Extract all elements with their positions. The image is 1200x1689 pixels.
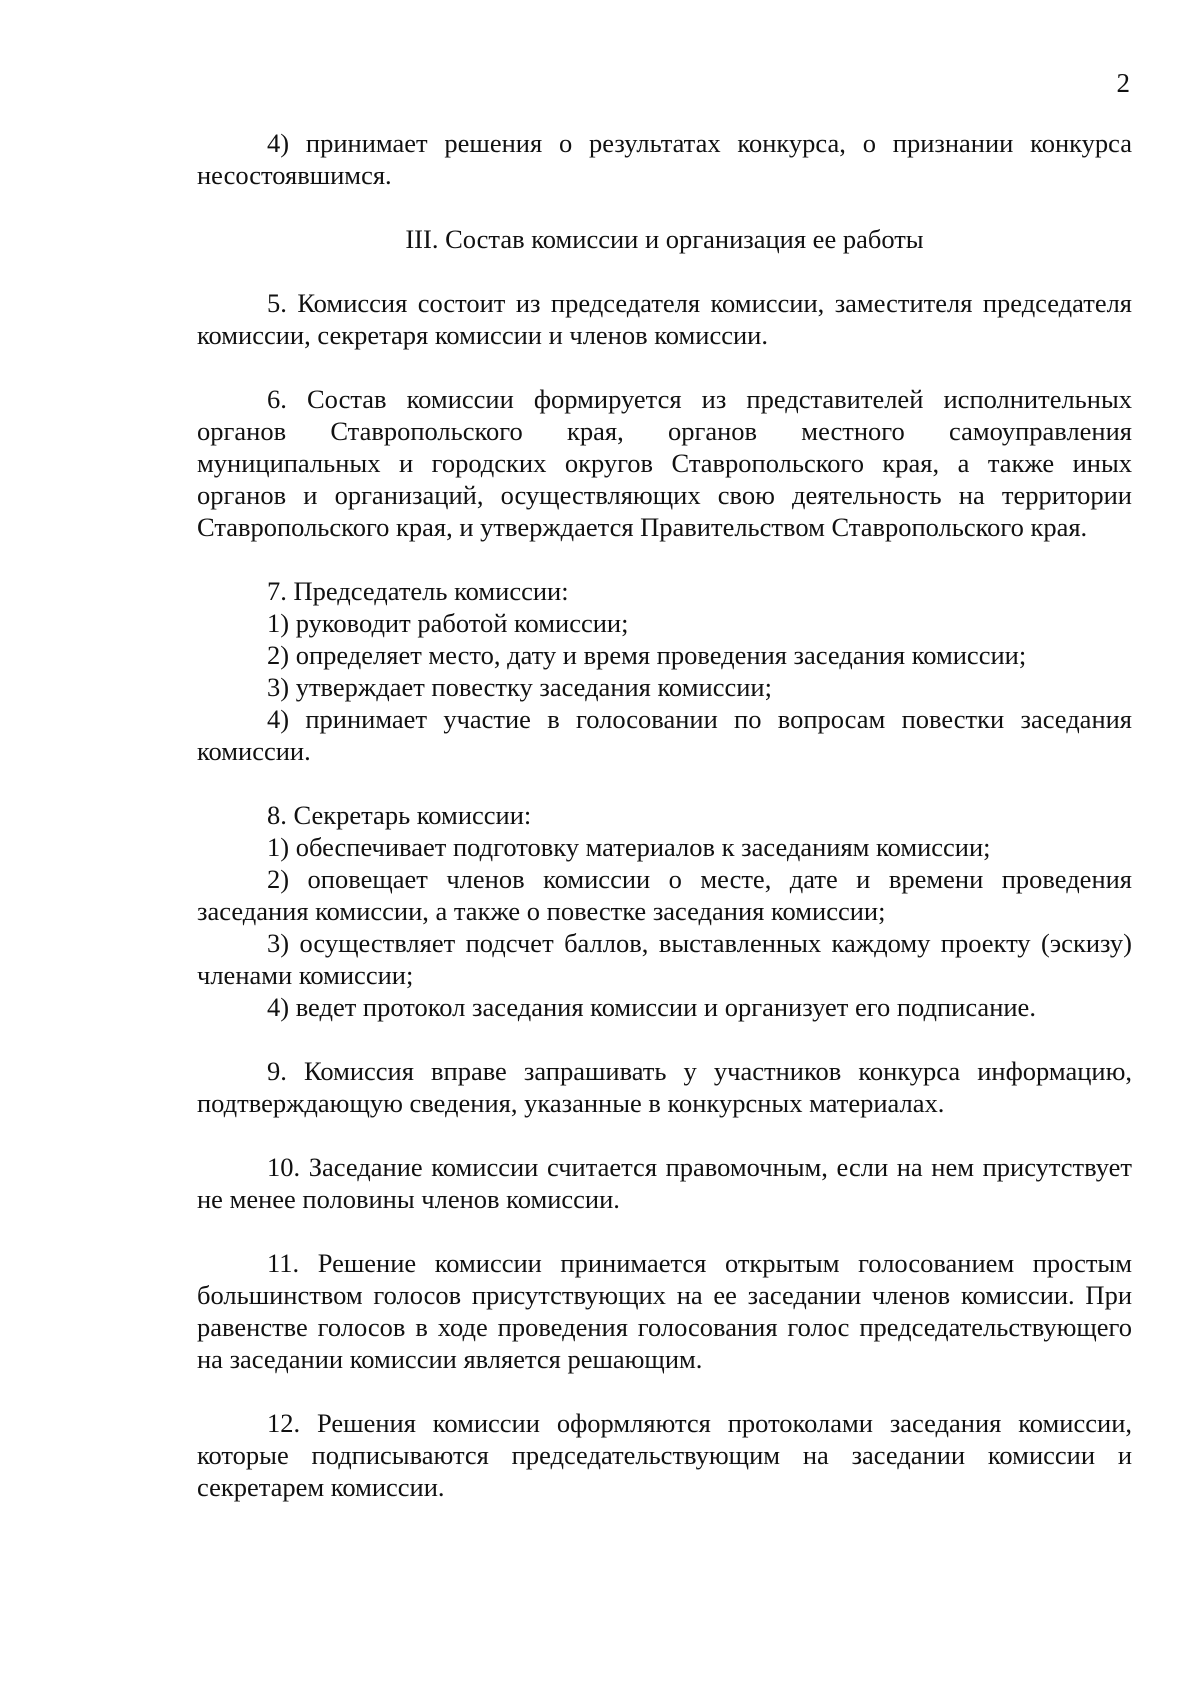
paragraph-7-item-2: 2) определяет место, дату и время проведения заседания комиссии; (267, 640, 1027, 670)
paragraph-7-item-1: 1) руководит работой комиссии; (267, 608, 629, 638)
paragraph-7-item-3: 3) утверждает повестку заседания комиссии; (267, 672, 772, 702)
paragraph-11: 11. Решение комиссии принимается открытым голосованием простым большинством голосов присутствующих на ее заседании членов комиссии. При равенстве голосов в ходе проведения голосования голос председательствующего на заседании комиссии является решающим. (197, 1248, 1132, 1374)
paragraph-10: 10. Заседание комиссии считается правомочным, если на нем присутствует не менее половины членов комиссии. (197, 1152, 1132, 1214)
paragraph-12: 12. Решения комиссии оформляются протоколами заседания комиссии, которые подписываются председательствующим на заседании комиссии и секретарем комиссии. (197, 1408, 1132, 1502)
paragraph-8-item-1: 1) обеспечивает подготовку материалов к заседаниям комиссии; (267, 832, 991, 862)
paragraph-4: 4) принимает решения о результатах конкурса, о признании конкурса несостоявшимся. (197, 128, 1132, 190)
paragraph-8-item-2: 2) оповещает членов комиссии о месте, дате и времени проведения заседания комиссии, а также о повестке заседания комиссии; (197, 864, 1132, 926)
paragraph-8-item-3: 3) осуществляет подсчет баллов, выставленных каждому проекту (эскизу) членами комиссии; (197, 928, 1132, 990)
paragraph-7-item-4: 4) принимает участие в голосовании по вопросам повестки заседания комиссии. (197, 704, 1132, 766)
page-number: 2 (1116, 68, 1130, 98)
paragraph-8-title: 8. Секретарь комиссии: (267, 800, 532, 830)
paragraph-9: 9. Комиссия вправе запрашивать у участников конкурса информацию, подтверждающую сведения, указанные в конкурсных материалах. (197, 1056, 1132, 1118)
paragraph-5: 5. Комиссия состоит из председателя комиссии, заместителя председателя комиссии, секретаря комиссии и членов комиссии. (197, 288, 1132, 350)
document-body (197, 127, 1132, 1503)
paragraph-6: 6. Состав комиссии формируется из представителей исполнительных органов Ставропольского края, органов местного самоуправления муниципальных и городских округов Ставропольского края, а также иных органов и организаций, осуществляющих свою деятельность на территории Ставропольского края, и утверждается Правительством Ставропольского края. (197, 384, 1132, 542)
paragraph-8-item-4: 4) ведет протокол заседания комиссии и организует его подписание. (267, 992, 1036, 1022)
section-heading: III. Состав комиссии и организация ее работы (405, 224, 924, 254)
paragraph-7-title: 7. Председатель комиссии: (267, 576, 569, 606)
